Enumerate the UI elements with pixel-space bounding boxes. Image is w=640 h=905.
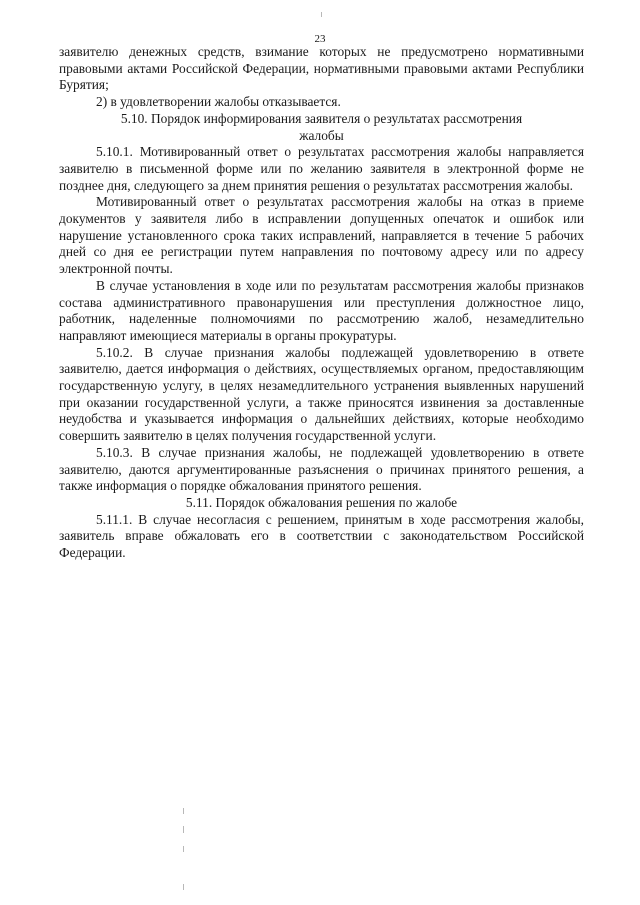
paragraph-prosecution: В случае установления в ходе или по результатам рассмотрения жалобы признаков состава административного правонарушения или преступления должностное лицо, работник, наделенные полномочиями по рассмотрению жалоб, незамедлительно направляют имеющиеся материалы в органы прокуратуры.	[59, 277, 584, 343]
paragraph-5-10-1: 5.10.1. Мотивированный ответ о результатах рассмотрения жалобы направляется заявителю в письменной форме или по желанию заявителя в электронной форме не позднее дня, следующего за днем принятия решения о результатах рассмотрения жалобы.	[59, 144, 584, 193]
paragraph-5-10-3: 5.10.3. В случае признания жалобы, не подлежащей удовлетворению в ответе заявителю, даются аргументированные разъяснения о причинах принятого решения, а также информация о порядке обжалования принятого решения.	[59, 444, 584, 494]
section-heading-5-11: 5.11. Порядок обжалования решения по жалобе	[185, 494, 458, 510]
scan-mark	[321, 12, 322, 17]
section-heading-5-10: 5.10. Порядок информирования заявителя о результатах рассмотрения жалобы	[120, 110, 523, 143]
scan-mark	[183, 884, 184, 890]
paragraph-refusal: 2) в удовлетворении жалобы отказывается.	[96, 94, 341, 110]
paragraph-5-10-2: 5.10.2. В случае признания жалобы подлежащей удовлетворению в ответе заявителю, дается информация о действиях, осуществляемых органом, предоставляющим государственную услугу, в целях незамедлительного устранения выявленных нарушений при оказании государственной услуги, а также приносятся извинения за доставленные неудобства и указывается информация о дальнейших действиях, которые необходимо совершить заявителю в целях получения государственной услуги.	[59, 344, 584, 444]
page-number: 23	[314, 33, 326, 45]
scan-mark	[183, 826, 184, 833]
paragraph-5-11-1: 5.11.1. В случае несогласия с решением, принятым в ходе рассмотрения жалобы, заявитель вправе обжаловать его в соответствии с законодательством Российской Федерации.	[59, 511, 584, 561]
paragraph-continuation: заявителю денежных средств, взимание которых не предусмотрено нормативными правовыми актами Российской Федерации, нормативными правовыми актами Республики Бурятия;	[59, 44, 584, 93]
scan-mark	[183, 808, 184, 814]
scan-mark	[183, 846, 184, 852]
paragraph-motivated-answer: Мотивированный ответ о результатах рассмотрения жалобы на отказ в приеме документов у заявителя либо в исправлении допущенных опечаток и ошибок или нарушение установленного срока таких исправлений, направляется в течение 5 рабочих дней со дня ее регистрации путем направления по почтовому адресу или по адресу электронной почты.	[59, 194, 584, 277]
document-body	[59, 44, 584, 562]
